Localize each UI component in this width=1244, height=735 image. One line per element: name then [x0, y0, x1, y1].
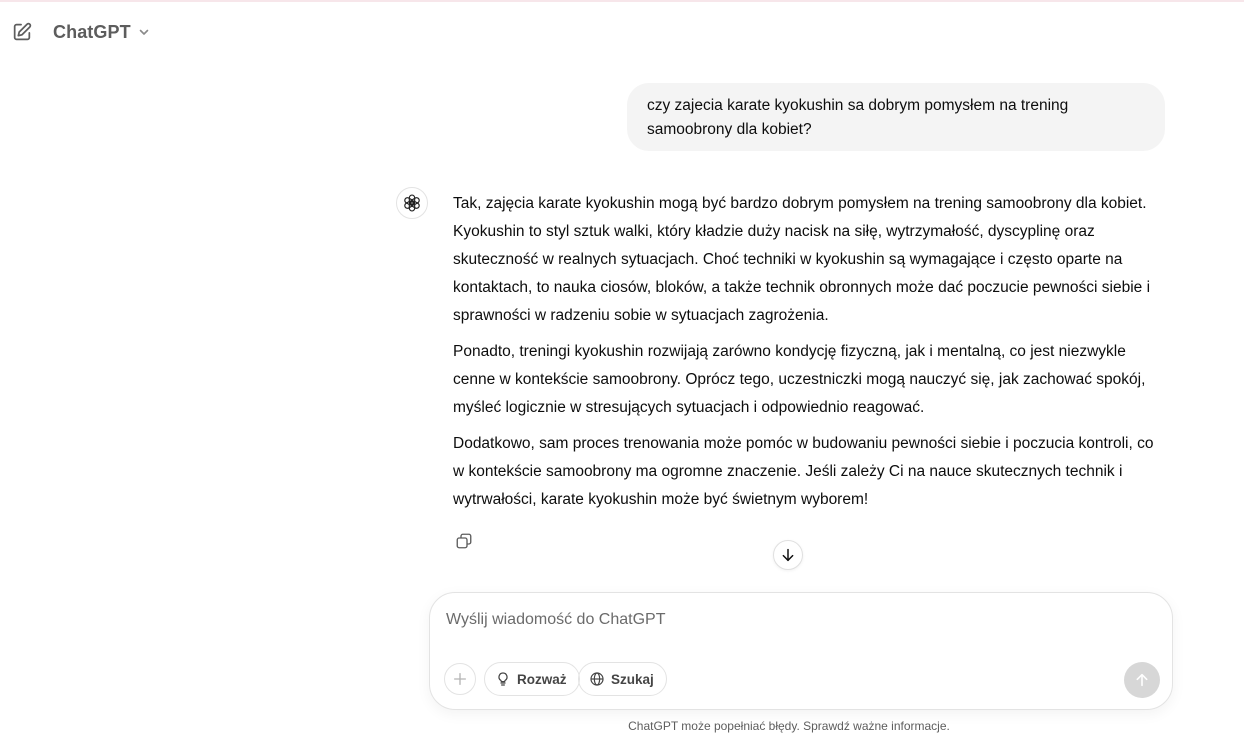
message-input[interactable] — [446, 607, 1146, 633]
assistant-paragraph: Tak, zajęcia karate kyokushin mogą być bardzo dobrym pomysłem na trening samoobrony dla kobiet. Kyokushin to styl sztuk walki, który kładzie duży nacisk na siłę, wytrzymałość, dyscyplinę oraz skuteczność w realnych sytuacjach. Choć techniki w kyokushin są wymagające i często oparte na kontaktach, to nauka ciosów, bloków, a także technik obronnych może dać poczucie pewności siebie i sprawności w radzeniu sobie w sytuacjach zagrożenia. — [453, 195, 1151, 324]
new-chat-button[interactable] — [9, 19, 35, 45]
model-name: ChatGPT — [53, 21, 131, 42]
assistant-paragraph: Ponadto, treningi kyokushin rozwijają zarówno kondycję fizyczną, jak i mentalną, co jest niezwykle cenne w kontekście samoobrony. Oprócz tego, uczestniczki mogą nauczyć się, jak zachować spokój, myśleć logicznie w stresujących sytuacjach i odpowiednio reagować. — [453, 343, 1146, 416]
arrow-down-icon — [780, 547, 796, 563]
copy-icon — [455, 532, 473, 550]
copy-button[interactable] — [451, 528, 477, 554]
assistant-paragraph: Dodatkowo, sam proces trenowania może pomóc w budowaniu pewności siebie i poczucia kontroli, co w kontekście samoobrony ma ogromne znaczenie. Jeśli zależy Ci na nauce skutecznych technik i wytrwałości, karate kyokushin może być świetnym wyborem! — [453, 435, 1154, 508]
openai-logo-icon — [396, 187, 428, 219]
edit-icon — [11, 21, 33, 43]
assistant-message — [453, 190, 1168, 522]
reason-button[interactable] — [484, 662, 580, 696]
search-label: Szukaj — [611, 671, 654, 687]
lightbulb-icon — [495, 671, 511, 687]
arrow-up-icon — [1134, 672, 1150, 688]
send-button[interactable] — [1124, 662, 1160, 698]
model-selector[interactable] — [45, 17, 158, 47]
chevron-down-icon — [138, 26, 150, 38]
search-button[interactable] — [578, 662, 667, 696]
message-composer — [429, 592, 1173, 710]
scroll-to-bottom-button[interactable] — [773, 540, 803, 570]
reason-label: Rozważ — [517, 671, 567, 687]
user-message: czy zajecia karate kyokushin sa dobrym pomysłem na trening samoobrony dla kobiet? — [627, 83, 1165, 151]
attach-button[interactable] — [444, 663, 476, 695]
plus-icon — [452, 671, 468, 687]
globe-icon — [589, 671, 605, 687]
disclaimer: ChatGPT może popełniać błędy. Sprawdź ważne informacje. — [628, 719, 950, 733]
header — [0, 0, 1244, 60]
